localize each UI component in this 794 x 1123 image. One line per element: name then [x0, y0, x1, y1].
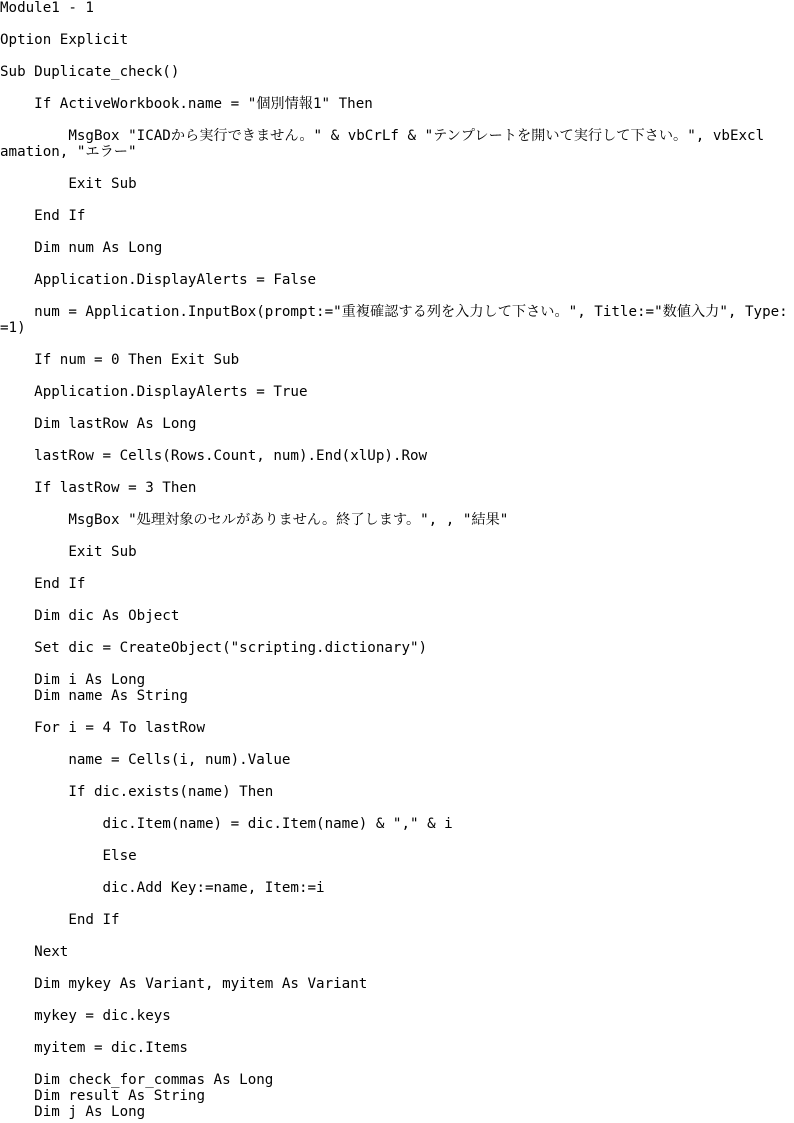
code-line: lastRow = Cells(Rows.Count, num).End(xlUp).Row — [0, 448, 428, 464]
code-line: If lastRow = 3 Then — [0, 480, 197, 496]
code-line: End If — [0, 576, 86, 592]
code-line: Dim check_for_commas As Long — [0, 1072, 274, 1088]
code-line: If ActiveWorkbook.name = "個別情報1" Then — [0, 96, 373, 112]
code-line: Dim i As Long — [0, 672, 146, 688]
code-line-module-header: Module1 - 1 — [0, 0, 94, 16]
code-line: Dim j As Long — [0, 1104, 146, 1120]
code-line: dic.Add Key:=name, Item:=i — [0, 880, 325, 896]
code-line: Option Explicit — [0, 32, 129, 48]
code-line: End If — [0, 208, 86, 224]
code-line: mykey = dic.keys — [0, 1008, 171, 1024]
code-line: =1) — [0, 320, 26, 336]
code-line: MsgBox "処理対象のセルがありません。終了します。", , "結果" — [0, 512, 509, 528]
code-line: If num = 0 Then Exit Sub — [0, 352, 240, 368]
code-line: Exit Sub — [0, 176, 137, 192]
code-line: myitem = dic.Items — [0, 1040, 188, 1056]
code-line: Dim num As Long — [0, 240, 163, 256]
code-line: Set dic = CreateObject("scripting.dictionary") — [0, 640, 428, 656]
code-line: MsgBox "ICADから実行できません。" & vbCrLf & "テンプレートを開いて実行して下さい。", vbExcl — [0, 128, 765, 144]
code-line: dic.Item(name) = dic.Item(name) & "," & i — [0, 816, 453, 832]
code-line: Dim name As String — [0, 688, 188, 704]
code-line: name = Cells(i, num).Value — [0, 752, 291, 768]
code-line: amation, "エラー" — [0, 144, 137, 160]
code-line: If dic.exists(name) Then — [0, 784, 274, 800]
code-line: Dim lastRow As Long — [0, 416, 197, 432]
code-line: Else — [0, 848, 137, 864]
code-line: End If — [0, 912, 120, 928]
code-line: Dim result As String — [0, 1088, 205, 1104]
code-line: Dim mykey As Variant, myitem As Variant — [0, 976, 368, 992]
code-line: Application.DisplayAlerts = True — [0, 384, 308, 400]
code-line: Exit Sub — [0, 544, 137, 560]
code-line: Sub Duplicate_check() — [0, 64, 180, 80]
code-line: For i = 4 To lastRow — [0, 720, 205, 736]
code-line: Next — [0, 944, 69, 960]
code-line: Dim dic As Object — [0, 608, 180, 624]
code-line: num = Application.InputBox(prompt:="重複確認する列を入力して下さい。", Title:="数値入力", Type: — [0, 304, 788, 320]
code-line: Application.DisplayAlerts = False — [0, 272, 317, 288]
